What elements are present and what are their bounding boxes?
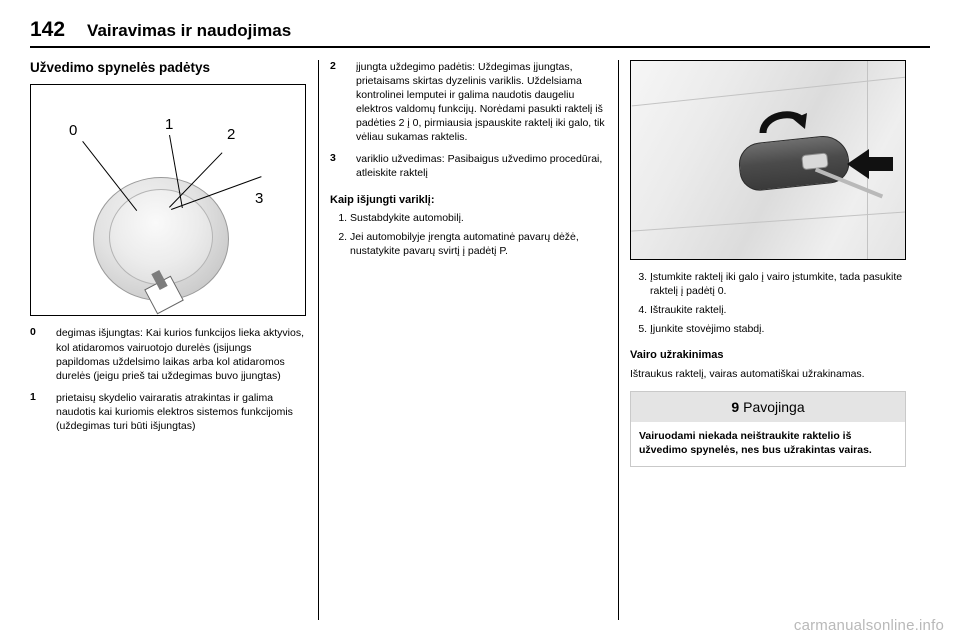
steering-lock-body: Ištraukus raktelį, vairas automatiškai užrakinamas. [630, 367, 865, 380]
subsection-heading-steering-lock: Vairo užrakinimas [630, 349, 724, 362]
key-removal-steps [630, 270, 906, 336]
definition-key: 3 [330, 152, 336, 165]
danger-callout-header [631, 392, 905, 422]
definition-value: variklio užvedimas: Pasibaigus užvedimo procedūrai, atleiskite raktelį [356, 153, 603, 180]
ignition-cylinder-figure [30, 84, 306, 316]
list-item: 5. Įjunkite stovėjimo stabdį. [650, 322, 906, 336]
subsection-heading-engine-off: Kaip išjungti variklį: [330, 193, 435, 206]
danger-callout [630, 391, 906, 468]
definition-key: 0 [30, 326, 36, 339]
page-title: Vairavimas ir naudojimas [87, 21, 292, 40]
page-number: 142 [30, 18, 66, 41]
definition-key: 1 [30, 390, 36, 403]
danger-callout-title: Pavojinga [743, 398, 805, 415]
definition-value: įjungta uždegimo padėtis: Uždegimas įjungtas, prietaisams skirtas dyzelinis variklis. Uždelsiama kontrolinei lemputei ir galima naudotis daugeliu elektros valdomų funkcijų. Norėdami pasukti raktelį iš padėties 2 į 0, pirmiausia įspauskite raktelį iki galo, tik vėliau sukamas raktelis. [356, 61, 605, 144]
cylinder-inner-ring [109, 189, 213, 285]
key-removal-figure [630, 60, 906, 260]
warning-triangle-icon: 9 [731, 398, 740, 415]
column-divider-1 [318, 60, 319, 620]
definition-row [30, 326, 306, 382]
definition-row [30, 391, 306, 433]
definition-value: prietaisų skydelio vairaratis atrakintas ir galima naudotis kai kuriomis elektros sistemos funkcijomis (uždegimas turi būti išjungtas) [56, 391, 293, 432]
header-divider [30, 46, 930, 48]
definition-list-1 [30, 326, 306, 432]
watermark: carmanualsonline.info [793, 617, 944, 634]
danger-callout-text: Vairuodami niekada neištraukite raktelio iš užvedimo spynelės, nes bus užrakintas vairas. [639, 430, 872, 457]
definition-row [330, 152, 606, 180]
page-header [30, 18, 930, 42]
list-item: 3. Įstumkite raktelį iki galo į vairo įstumkite, tada pasukite raktelį į padėtį 0. [650, 270, 906, 298]
column-1 [30, 60, 306, 441]
engine-off-steps [330, 211, 606, 258]
column-divider-2 [618, 60, 619, 620]
rotate-arrow-icon [759, 107, 807, 137]
figure-label-3: 3 [255, 190, 264, 208]
definition-list-2 [330, 60, 606, 181]
figure-label-1: 1 [165, 116, 174, 134]
figure-label-2: 2 [227, 126, 236, 144]
definition-key: 2 [330, 60, 336, 72]
column-3 [630, 60, 906, 467]
list-item: 2. Jei automobilyje įrengta automatinė pavarų dėžė, nustatykite pavarų svirtį į padėtį P. [350, 230, 606, 258]
push-arrow-tail [867, 157, 893, 171]
definition-row [330, 60, 606, 144]
definition-value: degimas išjungtas: Kai kurios funkcijos lieka aktyvios, kol atidaromos vairuotojo durelės (įsijungs papildomas uždelsimo laikas arba kol atidaromos durelės (jeigu prieš tai uždegimas buvo įjungtas) [56, 327, 305, 382]
key-fob-button [801, 152, 828, 170]
section-heading-ignition-positions: Užvedimo spynelės padėtys [30, 60, 211, 75]
column-2 [330, 60, 606, 263]
figure-label-0: 0 [69, 122, 78, 140]
list-item: 1. Sustabdykite automobilį. [350, 211, 606, 225]
list-item: 4. Ištraukite raktelį. [650, 303, 906, 317]
push-arrow-icon [847, 149, 869, 179]
